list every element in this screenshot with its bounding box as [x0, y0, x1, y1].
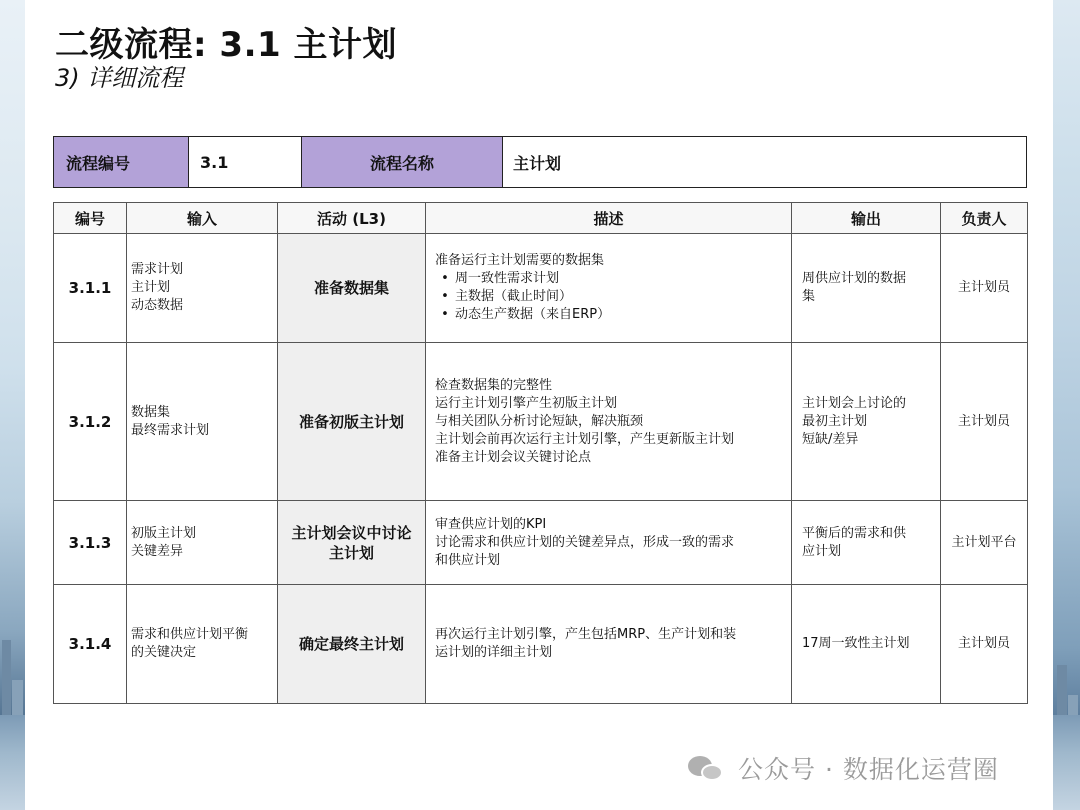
output-line: 周供应计划的数据 — [802, 271, 907, 286]
input-line: 的关键决定 — [131, 645, 197, 660]
description-line: 准备主计划会议关键讨论点 — [435, 449, 592, 465]
row-description — [426, 343, 792, 501]
description-line: 与相关团队分析讨论短缺，解决瓶颈 — [435, 413, 644, 429]
process-name-label: 流程名称 — [302, 137, 503, 187]
bullet-dot: • — [441, 289, 449, 304]
description-line: 讨论需求和供应计划的关键差异点，形成一致的需求 — [435, 534, 735, 550]
description-line: 运行主计划引擎产生初版主计划 — [435, 395, 618, 411]
input-line: 最终需求计划 — [131, 422, 210, 438]
output-line: 主计划会上讨论的 — [802, 395, 907, 411]
input-line: 动态数据 — [131, 298, 184, 313]
input-line: 关键差异 — [131, 543, 184, 559]
output-line: 短缺/差异 — [802, 431, 859, 447]
process-id-value: 3.1 — [189, 137, 302, 187]
row-id: 3.1.3 — [54, 501, 127, 585]
row-input — [127, 234, 278, 343]
table-row — [54, 234, 1028, 343]
row-description — [426, 234, 792, 343]
row-output — [792, 585, 941, 704]
row-description — [426, 585, 792, 704]
bullet-item — [435, 288, 785, 306]
table-header-row — [54, 203, 1028, 234]
description-line: 检查数据集的完整性 — [435, 377, 553, 393]
row-output — [792, 234, 941, 343]
description-line: 运计划的详细主计划 — [435, 645, 553, 660]
header-id: 编号 — [54, 203, 127, 234]
input-line: 初版主计划 — [131, 525, 197, 541]
row-output — [792, 343, 941, 501]
input-line: 需求计划 — [131, 262, 184, 277]
row-owner: 主计划员 — [941, 234, 1028, 343]
row-input — [127, 585, 278, 704]
row-owner: 主计划平台 — [941, 501, 1028, 585]
water-shape — [0, 715, 25, 810]
right-background-strip — [1053, 0, 1080, 810]
page-subtitle: 3) 详细流程 — [55, 64, 184, 92]
description-line: 主计划会前再次运行主计划引擎，产生更新版主计划 — [435, 431, 735, 447]
row-activity: 主计划会议中讨论主计划 — [278, 501, 426, 585]
bullet-text: 周一致性需求计划 — [455, 271, 560, 286]
row-id: 3.1.1 — [54, 234, 127, 343]
row-owner: 主计划员 — [941, 585, 1028, 704]
bullet-item — [435, 270, 785, 288]
process-table — [53, 202, 1028, 704]
row-input — [127, 501, 278, 585]
input-line: 需求和供应计划平衡 — [131, 627, 249, 642]
row-activity: 准备初版主计划 — [278, 343, 426, 501]
page-title: 二级流程: 3.1 主计划 — [55, 25, 398, 65]
header-description: 描述 — [426, 203, 792, 234]
bullet-dot: • — [441, 307, 449, 322]
output-line: 17周一致性主计划 — [802, 636, 910, 651]
table-row — [54, 585, 1028, 704]
bullet-item — [435, 306, 785, 324]
process-info-table — [53, 136, 1027, 188]
watermark — [688, 750, 999, 786]
left-background-strip — [0, 0, 25, 810]
description-line: 再次运行主计划引擎，产生包括MRP、生产计划和装 — [435, 627, 737, 642]
header-input: 输入 — [127, 203, 278, 234]
process-name-value: 主计划 — [513, 153, 562, 173]
input-line: 主计划 — [131, 280, 171, 295]
header-output: 输出 — [792, 203, 941, 234]
bullet-dot: • — [441, 271, 449, 286]
wechat-icon — [688, 753, 724, 783]
table-row — [54, 501, 1028, 585]
output-line: 平衡后的需求和供 — [802, 525, 907, 541]
row-activity: 准备数据集 — [278, 234, 426, 343]
header-owner: 负责人 — [941, 203, 1028, 234]
output-line: 集 — [802, 289, 816, 304]
water-shape — [1053, 715, 1080, 810]
row-description — [426, 501, 792, 585]
row-output — [792, 501, 941, 585]
output-line: 最初主计划 — [802, 413, 868, 429]
watermark-text: 公众号 · 数据化运营圈 — [738, 755, 999, 784]
row-activity: 确定最终主计划 — [278, 585, 426, 704]
row-owner: 主计划员 — [941, 343, 1028, 501]
bullet-text: 动态生产数据（来自ERP） — [455, 307, 611, 322]
process-id-label: 流程编号 — [54, 137, 189, 187]
row-id: 3.1.4 — [54, 585, 127, 704]
row-id: 3.1.2 — [54, 343, 127, 501]
description-line: 和供应计划 — [435, 552, 501, 568]
table-row — [54, 343, 1028, 501]
bullet-text: 主数据（截止时间） — [455, 289, 573, 304]
output-line: 应计划 — [802, 543, 842, 559]
input-line: 数据集 — [131, 404, 171, 420]
header-activity: 活动 (L3) — [278, 203, 426, 234]
description-line: 准备运行主计划需要的数据集 — [435, 253, 605, 268]
row-input — [127, 343, 278, 501]
description-line: 审查供应计划的KPI — [435, 516, 547, 532]
